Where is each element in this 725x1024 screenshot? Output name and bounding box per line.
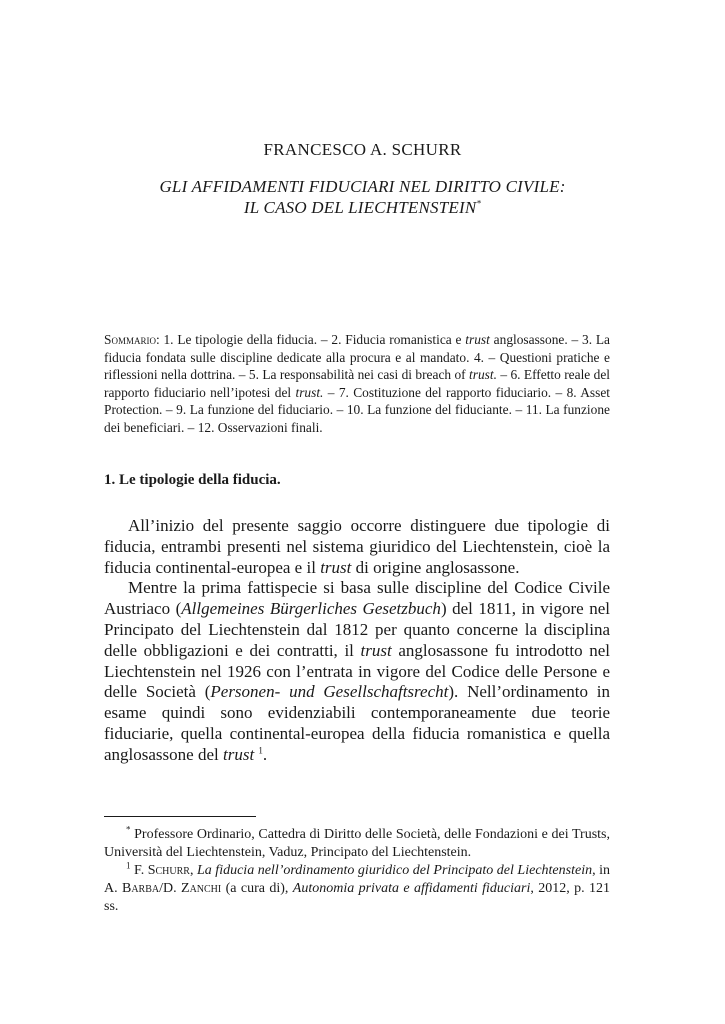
paragraph-2 bbox=[104, 578, 610, 765]
footnote-star-text: Professore Ordinario, Cattedra di Diritto delle Società, delle Fondazioni e dei Trusts, Università del Liechtenstein, Vaduz, Principato del Liechtenstein. bbox=[104, 827, 610, 860]
p2-text-g: ). Nell’ordinamento in esame quindi sono evidenziabili contemporaneamente due teorie fiduciarie, quella continental-europea della fiducia romanistica e quella anglosassone del bbox=[104, 682, 610, 764]
p2-text-e: anglosassone fu introdotto nel Liechtenstein nel 1926 con l’entrata in vigore del Codice delle Persone e delle Società ( bbox=[104, 640, 610, 702]
fn1-italic-title: La fiducia nell’ordinamento giuridico del Principato del Liechtenstein bbox=[197, 863, 593, 878]
footnote-star-marker: * bbox=[126, 824, 131, 835]
fn1-text-a: F. bbox=[130, 863, 148, 878]
footnote-star bbox=[104, 826, 610, 862]
summary-block bbox=[104, 331, 610, 436]
footnote-ref-1[interactable]: 1 bbox=[258, 745, 263, 756]
summary-italic-1: trust bbox=[465, 332, 490, 347]
section-heading: 1. Le tipologie della fiducia. bbox=[104, 472, 281, 488]
footnotes bbox=[104, 826, 610, 916]
summary-italic-3: trust. bbox=[295, 384, 324, 400]
paper-title bbox=[0, 176, 725, 218]
summary-label: Sommario bbox=[104, 332, 156, 347]
p1-italic-trust: trust bbox=[320, 557, 352, 577]
p2-italic-trust-2: trust bbox=[222, 744, 255, 764]
summary-text-3: – 6. Effetto reale del rapporto fiduciario nell’ipotesi del bbox=[104, 367, 610, 400]
body-text bbox=[104, 516, 610, 766]
fn1-author-schurr: Schurr bbox=[147, 863, 190, 878]
fn1-text-d: , in A. bbox=[104, 863, 611, 896]
fn1-text-e: /D. bbox=[159, 881, 182, 896]
fn1-text-b: , bbox=[189, 863, 197, 878]
title-line-1: GLI AFFIDAMENTI FIDUCIARI NEL DIRITTO CIVILE: bbox=[159, 177, 566, 196]
summary-text-2: anglosassone. – 3. La fiducia fondata sulle discipline dedicate alla procura e al mandato. 4. – Questioni pratiche e riflessioni nella dottrina. – 5. La responsabilità nei casi di breach of bbox=[104, 332, 610, 382]
paragraph-1 bbox=[104, 516, 610, 578]
summary-italic-2: trust. bbox=[469, 367, 497, 382]
p1-text-a: All’inizio del presente saggio occorre distinguere due tipologie di fiducia, entrambi presenti nel sistema giuridico del Liechtenstein, cioè la fiducia continental-europea e il bbox=[104, 516, 610, 577]
title-line-2: IL CASO DEL LIECHTENSTEIN bbox=[243, 198, 477, 217]
footnote-1-marker: 1 bbox=[126, 860, 131, 871]
p1-text-c: di origine anglosassone. bbox=[351, 557, 520, 577]
fn1-author-barba: Barba bbox=[122, 881, 160, 896]
p2-italic-pgr: Personen- und Gesellschaftsrecht bbox=[210, 682, 449, 702]
p2-text-a: Mentre la prima fattispecie si basa sulle discipline del Codice Civile Austriaco ( bbox=[104, 578, 610, 619]
footnote-separator bbox=[104, 816, 256, 817]
p2-text-end: . bbox=[262, 744, 268, 764]
fn1-italic-book: Autonomia privata e affidamenti fiduciari bbox=[292, 881, 531, 896]
p2-italic-abgb: Allgemeines Bürgerliches Gesetzbuch bbox=[181, 599, 441, 619]
fn1-text-f: (a cura di), bbox=[221, 881, 293, 896]
footnote-1 bbox=[104, 862, 610, 916]
p2-text-c: ) del 1811, in vigore nel Principato del Liechtenstein dal 1812 per quanto concerne la disciplina delle obbligazioni e dei contratti, il bbox=[104, 599, 610, 660]
p2-italic-trust-1: trust bbox=[360, 640, 392, 660]
fn1-text-h: , 2012, p. 121 ss. bbox=[104, 881, 611, 914]
summary-text-1: : 1. Le tipologie della fiducia. – 2. Fiducia romanistica e bbox=[155, 332, 466, 347]
fn1-author-zanchi: Zanchi bbox=[181, 881, 222, 896]
summary-text-4: – 7. Costituzione del rapporto fiduciario. – 8. Asset Protection. – 9. La funzione del fiduciario. – 10. La funzione del fiduciante. – 11. La funzione dei beneficiari. – 12. Osservazioni finali. bbox=[104, 384, 610, 435]
author-name: FRANCESCO A. SCHURR bbox=[263, 140, 462, 159]
title-footnote-marker[interactable]: * bbox=[476, 198, 482, 209]
